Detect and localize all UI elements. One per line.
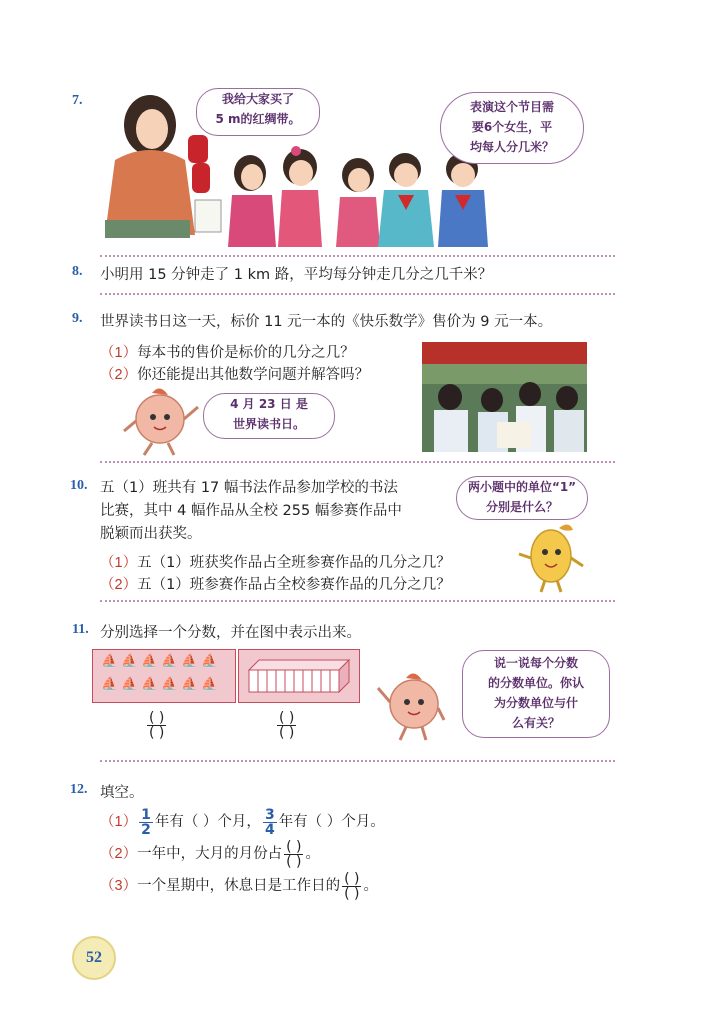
period: 。 <box>305 846 320 862</box>
numerator: 1 <box>141 806 151 823</box>
q8-number: 8. <box>72 264 83 279</box>
mascot-peach-icon <box>376 664 446 744</box>
q10-line2: 比赛，其中 4 幅作品从全校 255 幅参赛作品中 <box>100 503 402 519</box>
part-text: 五（1）班参赛作品占全校参赛作品的几分之几？ <box>137 577 451 593</box>
q10-line1: 五（1）班共有 17 幅书法作品参加学校的书法 <box>100 480 398 496</box>
bubble-line: 均每人分几米？ <box>469 140 554 154</box>
answer-fraction-blank[interactable] <box>342 872 361 901</box>
teacup-icon: ⛵ <box>161 677 178 692</box>
q11-blank-fraction-2[interactable] <box>275 711 298 740</box>
q12-part2 <box>100 838 320 870</box>
bubble-line: 分别是什么？ <box>485 500 558 514</box>
teacup-icon: ⛵ <box>121 677 138 692</box>
denominator: 4 <box>264 821 275 838</box>
page-number: 52 <box>72 936 116 980</box>
q9-part2 <box>100 363 369 384</box>
divider <box>100 461 615 463</box>
denominator-blank[interactable]: ( ) <box>344 885 360 902</box>
bubble-line: 么有关？ <box>511 716 560 730</box>
q11-bubble <box>462 650 610 738</box>
q9-part1 <box>100 341 355 362</box>
numerator-blank[interactable]: ( ) <box>279 710 295 726</box>
q7-teacher-bubble <box>196 88 320 136</box>
q9-text: 世界读书日这一天，标价 11 元一本的《快乐数学》售价为 9 元一本。 <box>100 314 553 330</box>
block-grid <box>239 650 359 702</box>
denominator-blank[interactable]: ( ) <box>286 853 302 870</box>
q11-figure-blocks <box>238 649 360 703</box>
bubble-line: 5 m的红绸带。 <box>215 112 301 126</box>
period: 。 <box>363 878 378 894</box>
q12-part3 <box>100 870 378 902</box>
denominator: 2 <box>141 821 151 838</box>
bubble-line: 我给大家买了 <box>221 92 294 106</box>
bubble-line: 世界读书日。 <box>232 417 305 431</box>
denominator-blank[interactable]: ( ) <box>279 725 295 741</box>
q7-kids-bubble <box>440 92 584 164</box>
part-text: 每本书的售价是标价的几分之几？ <box>137 345 355 361</box>
sub-label: （3） <box>100 878 138 894</box>
bubble-line: 表演这个节目需 <box>469 100 554 114</box>
divider <box>100 600 615 602</box>
mascot-potato-icon <box>515 518 587 594</box>
q11-figure-teacups <box>92 649 236 703</box>
part-text: 一年中，大月的月份占 <box>137 846 283 862</box>
divider <box>100 293 615 295</box>
q10-part1 <box>100 551 451 572</box>
q9-bubble <box>203 393 335 439</box>
q12-text: 填空。 <box>100 785 144 801</box>
q11-blank-fraction-1[interactable] <box>145 711 168 740</box>
q10-bubble <box>456 476 588 520</box>
bubble-line: 4 月 23 日 是 <box>230 397 308 411</box>
teacup-icon: ⛵ <box>141 677 158 692</box>
numerator-blank[interactable]: ( ) <box>344 870 360 887</box>
mascot-peach-icon <box>122 385 202 457</box>
sub-label: （2） <box>100 846 138 862</box>
numerator-blank[interactable]: ( ) <box>286 838 302 855</box>
teacup-icon: ⛵ <box>161 654 178 669</box>
q10-line3: 脱颖而出获奖。 <box>100 526 202 542</box>
teacup-icon: ⛵ <box>181 677 198 692</box>
divider <box>100 255 615 257</box>
teacup-icon: ⛵ <box>201 677 218 692</box>
bubble-line: 说一说每个分数 <box>493 656 578 670</box>
part-text: 一个星期中，休息日是工作日的 <box>137 878 341 894</box>
fraction-three-quarters <box>263 808 277 837</box>
teacup-icon: ⛵ <box>101 654 118 669</box>
sub-label: （2） <box>100 577 138 593</box>
numerator-blank[interactable]: ( ) <box>149 710 165 726</box>
teacup-icon: ⛵ <box>101 677 118 692</box>
bubble-line: 两小题中的单位“1” <box>467 480 577 494</box>
teacup-icon: ⛵ <box>201 654 218 669</box>
q7-number: 7. <box>72 93 83 108</box>
numerator: 3 <box>264 806 275 823</box>
answer-fraction-blank[interactable] <box>284 840 303 869</box>
divider <box>100 760 615 762</box>
part-text: 年有（ ）个月， <box>154 814 261 830</box>
fraction-one-half <box>139 808 153 837</box>
q12-number: 12. <box>70 782 88 797</box>
teacup-icon: ⛵ <box>181 654 198 669</box>
part-text: 年有（ ）个月。 <box>278 814 385 830</box>
q10-number: 10. <box>70 478 88 493</box>
q12-part1 <box>100 806 385 838</box>
sub-label: （1） <box>100 814 138 830</box>
q11-number: 11. <box>72 622 89 637</box>
denominator-blank[interactable]: ( ) <box>149 725 165 741</box>
part-text: 五（1）班获奖作品占全班参赛作品的几分之几？ <box>137 555 451 571</box>
q9-photo <box>422 342 587 452</box>
bubble-line: 为分数单位与什 <box>493 696 578 710</box>
q11-text: 分别选择一个分数，并在图中表示出来。 <box>100 625 361 641</box>
sub-label: （2） <box>100 367 138 383</box>
sub-label: （1） <box>100 345 138 361</box>
q10-part2 <box>100 573 451 594</box>
part-text: 你还能提出其他数学问题并解答吗？ <box>137 367 370 383</box>
q8-text: 小明用 15 分钟走了 1 km 路，平均每分钟走几分之几千米？ <box>100 267 493 283</box>
sub-label: （1） <box>100 555 138 571</box>
bubble-line: 的分数单位。你认 <box>487 676 584 690</box>
teacup-icon: ⛵ <box>121 654 138 669</box>
teacup-icon: ⛵ <box>141 654 158 669</box>
q9-number: 9. <box>72 311 83 326</box>
bubble-line: 要6个女生，平 <box>471 120 553 134</box>
